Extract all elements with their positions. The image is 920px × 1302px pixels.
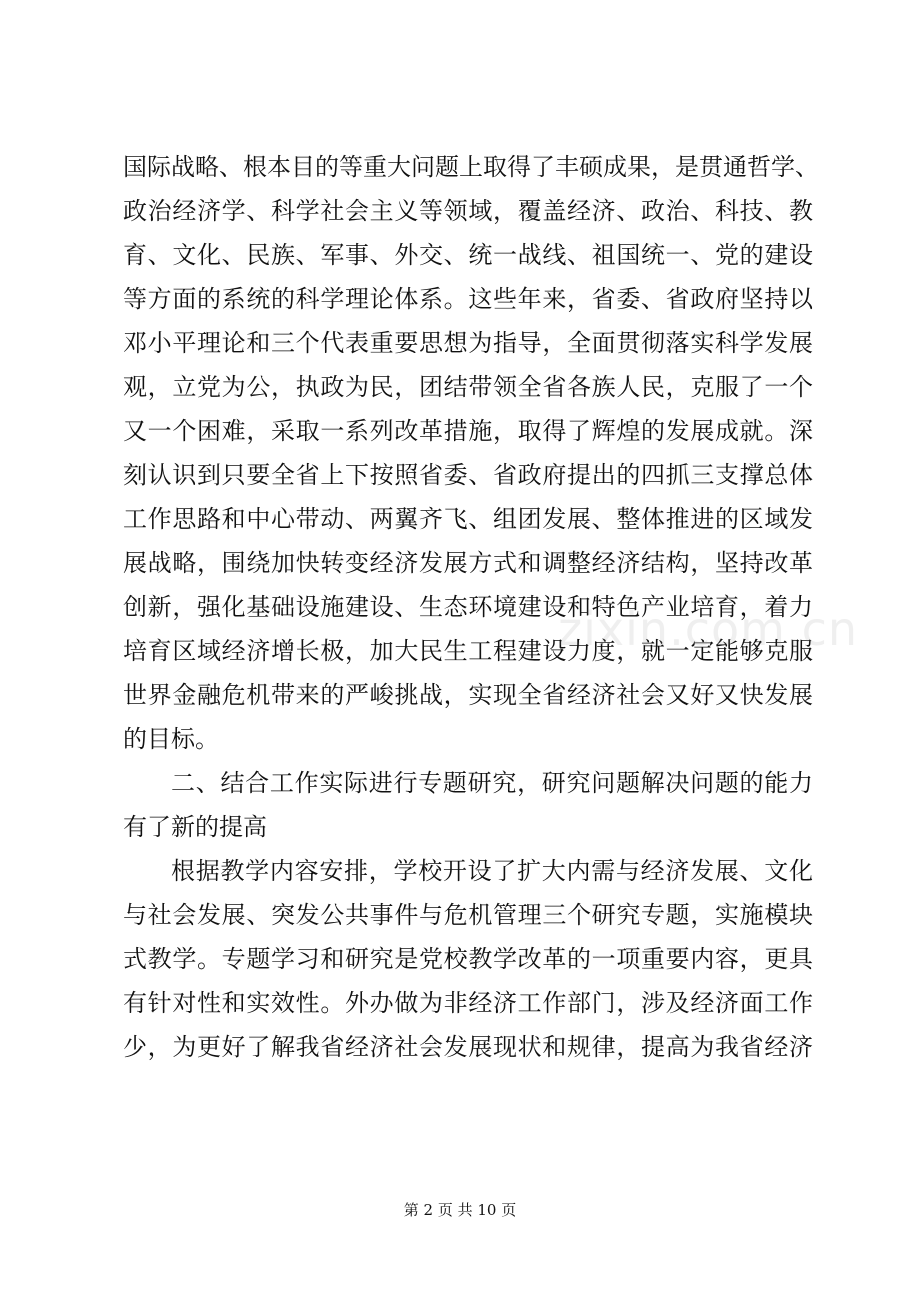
page-number-footer: 第 2 页 共 10 页 bbox=[403, 1201, 517, 1219]
body-text-line: 邓小平理论和三个代表重要思想为指导，全面贯彻落实科学发展 bbox=[123, 329, 813, 357]
body-text-line: 国际战略、根本目的等重大问题上取得了丰硕成果，是贯通哲学、 bbox=[123, 153, 819, 181]
body-text-line: 培育区域经济增长极，加大民生工程建设力度，就一定能够克服 bbox=[123, 637, 813, 665]
watermark: zixin.com.cn bbox=[558, 602, 859, 656]
body-text-line: 等方面的系统的科学理论体系。这些年来，省委、省政府坚持以 bbox=[123, 285, 813, 313]
body-text-line: 观，立党为公，执政为民，团结带领全省各族人民，克服了一个 bbox=[123, 373, 813, 401]
body-text-line: 与社会发展、突发公共事件与危机管理三个研究专题，实施模块 bbox=[123, 901, 813, 929]
body-text-line: 创新，强化基础设施建设、生态环境建设和特色产业培育，着力 bbox=[123, 593, 813, 621]
body-text-line: 根据教学内容安排，学校开设了扩大内需与经济发展、文化 bbox=[171, 857, 813, 885]
section-heading-line: 有了新的提高 bbox=[123, 813, 267, 841]
body-text-line: 刻认识到只要全省上下按照省委、省政府提出的四抓三支撑总体 bbox=[123, 461, 813, 489]
body-text-line: 工作思路和中心带动、两翼齐飞、组团发展、整体推进的区域发 bbox=[123, 505, 813, 533]
body-text-line: 政治经济学、科学社会主义等领域，覆盖经济、政治、科技、教 bbox=[123, 197, 813, 225]
body-text-line: 有针对性和实效性。外办做为非经济工作部门，涉及经济面工作 bbox=[123, 989, 813, 1017]
body-text-line: 少，为更好了解我省经济社会发展现状和规律，提高为我省经济 bbox=[123, 1033, 813, 1061]
section-heading-line: 二、结合工作实际进行专题研究，研究问题解决问题的能力 bbox=[171, 769, 813, 797]
body-text-line: 又一个困难，采取一系列改革措施，取得了辉煌的发展成就。深 bbox=[123, 417, 813, 445]
body-text-line: 育、文化、民族、军事、外交、统一战线、祖国统一、党的建设 bbox=[123, 241, 813, 269]
body-text-line: 式教学。专题学习和研究是党校教学改革的一项重要内容，更具 bbox=[123, 945, 813, 973]
body-text-line: 展战略，围绕加快转变经济发展方式和调整经济结构，坚持改革 bbox=[123, 549, 813, 577]
body-text-line: 世界金融危机带来的严峻挑战，实现全省经济社会又好又快发展 bbox=[123, 681, 813, 709]
body-text-line: 的目标。 bbox=[123, 725, 219, 753]
